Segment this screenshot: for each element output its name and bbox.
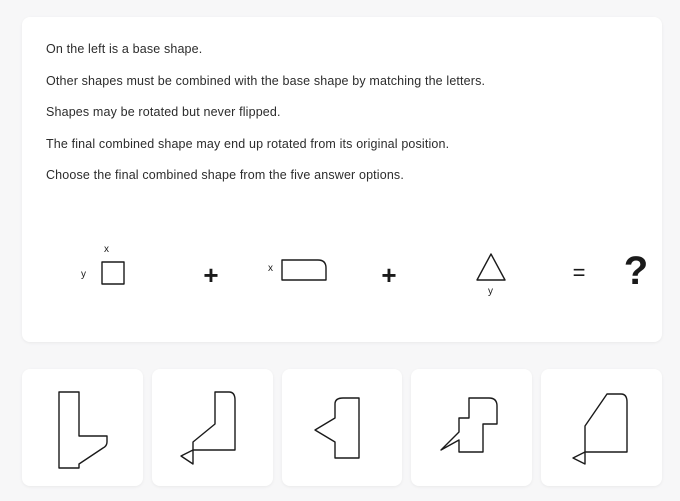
- piece-3-drawing: [466, 244, 516, 290]
- base-shape-label-x: x: [104, 244, 109, 255]
- answer-option-b[interactable]: [152, 369, 273, 486]
- piece-2-drawing: [274, 250, 334, 290]
- piece-2-label-x: x: [268, 263, 273, 274]
- question-panel: [22, 17, 662, 342]
- base-shape-label-y: y: [81, 269, 86, 280]
- answer-options: [22, 369, 662, 486]
- piece-2-shape: [274, 250, 334, 290]
- answer-option-e[interactable]: [541, 369, 662, 486]
- base-shape: [80, 244, 140, 294]
- instruction-line-3: Shapes may be rotated but never flipped.: [46, 105, 281, 119]
- piece-3-label-y: y: [488, 286, 493, 297]
- answer-option-d[interactable]: [411, 369, 532, 486]
- operator-plus-2: +: [381, 260, 397, 290]
- equals-sign: =: [572, 260, 586, 285]
- answer-shape-c: [297, 380, 387, 476]
- instruction-line-1: On the left is a base shape.: [46, 42, 203, 56]
- answer-option-c[interactable]: [282, 369, 403, 486]
- answer-shape-b: [167, 380, 257, 476]
- answer-shape-d: [427, 380, 517, 476]
- equation-row: [46, 222, 649, 312]
- instruction-line-4: The final combined shape may end up rotated from its original position.: [46, 136, 450, 151]
- instruction-line-5: Choose the final combined shape from the five answer options.: [46, 168, 404, 182]
- instruction-line-2: Other shapes must be combined with the base shape by matching the letters.: [46, 73, 486, 88]
- answer-option-a[interactable]: [22, 369, 143, 486]
- answer-shape-a: [37, 380, 127, 476]
- answer-shape-e: [557, 380, 647, 476]
- question-mark: ?: [623, 249, 649, 293]
- base-shape-drawing: [80, 244, 140, 294]
- operator-plus-1: +: [203, 260, 219, 290]
- instructions-block: [46, 41, 642, 199]
- piece-3-shape: [466, 244, 516, 290]
